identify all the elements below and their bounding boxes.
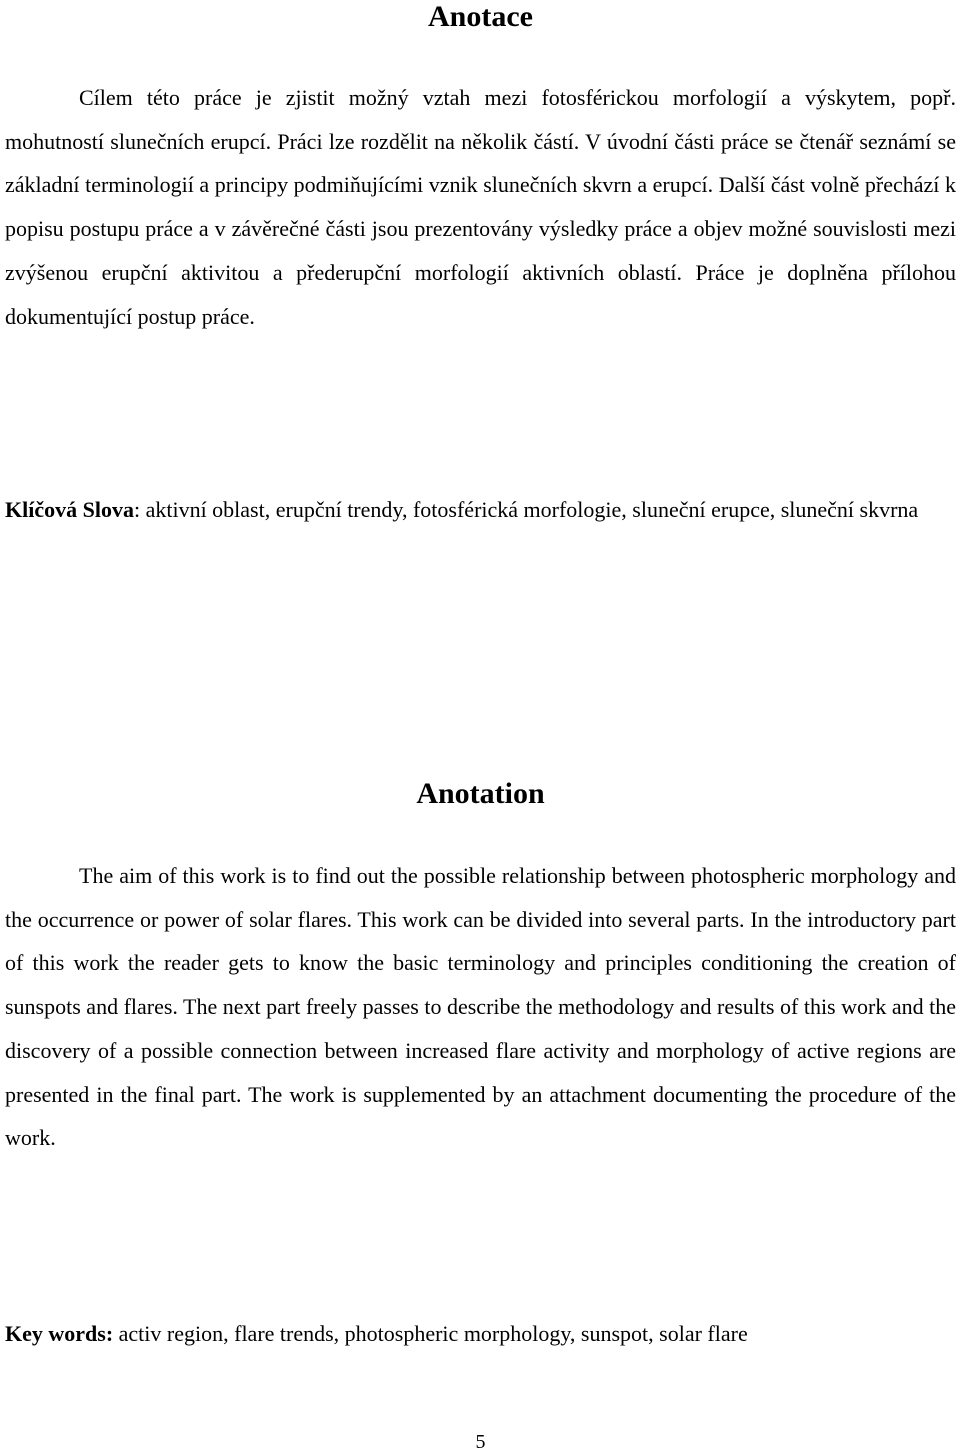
czech-keywords-label: Klíčová Slova xyxy=(5,497,134,522)
english-abstract-paragraph: The aim of this work is to find out the possible relationship between photospheric morphology and the occurrence or power of solar flares. This work can be divided into several parts. In the introductory part of this work the reader gets to know the basic terminology and principles conditioning the creation of sunspots and flares. The next part freely passes to describe the methodology and results of this work and the discovery of a possible connection between increased flare activity and morphology of active regions are presented in the final part. The work is supplemented by an attachment documenting the procedure of the work. xyxy=(5,863,956,1151)
english-keywords xyxy=(5,1312,956,1356)
czech-keywords xyxy=(5,488,956,532)
czech-keywords-separator: : xyxy=(133,497,141,522)
english-keywords-list: activ region, flare trends, photospheric morphology, sunspot, solar flare xyxy=(113,1321,748,1346)
czech-keywords-list: aktivní oblast, erupční trendy, fotosférická morfologie, sluneční erupce, sluneční skvrna xyxy=(140,497,919,522)
english-keywords-label: Key words: xyxy=(5,1321,114,1346)
page-number: 5 xyxy=(475,1431,486,1453)
czech-annotation-title: Anotace xyxy=(428,0,533,33)
czech-abstract-paragraph: Cílem této práce je zjistit možný vztah mezi fotosférickou morfologií a výskytem, popř. mohutností slunečních erupcí. Práci lze rozdělit na několik částí. V úvodní části práce se čtenář seznámí se základní terminologií a principy podmiňujícími vznik slunečních skvrn a erupcí. Další část volně přechází k popisu postupu práce a v závěrečné části jsou prezentovány výsledky práce a objev možné souvislosti mezi zvýšenou erupční aktivitou a přederupční morfologií aktivních oblastí. Práce je doplněna přílohou dokumentující postup práce. xyxy=(5,85,956,329)
english-annotation-title: Anotation xyxy=(416,777,545,810)
document-page xyxy=(5,0,956,1452)
